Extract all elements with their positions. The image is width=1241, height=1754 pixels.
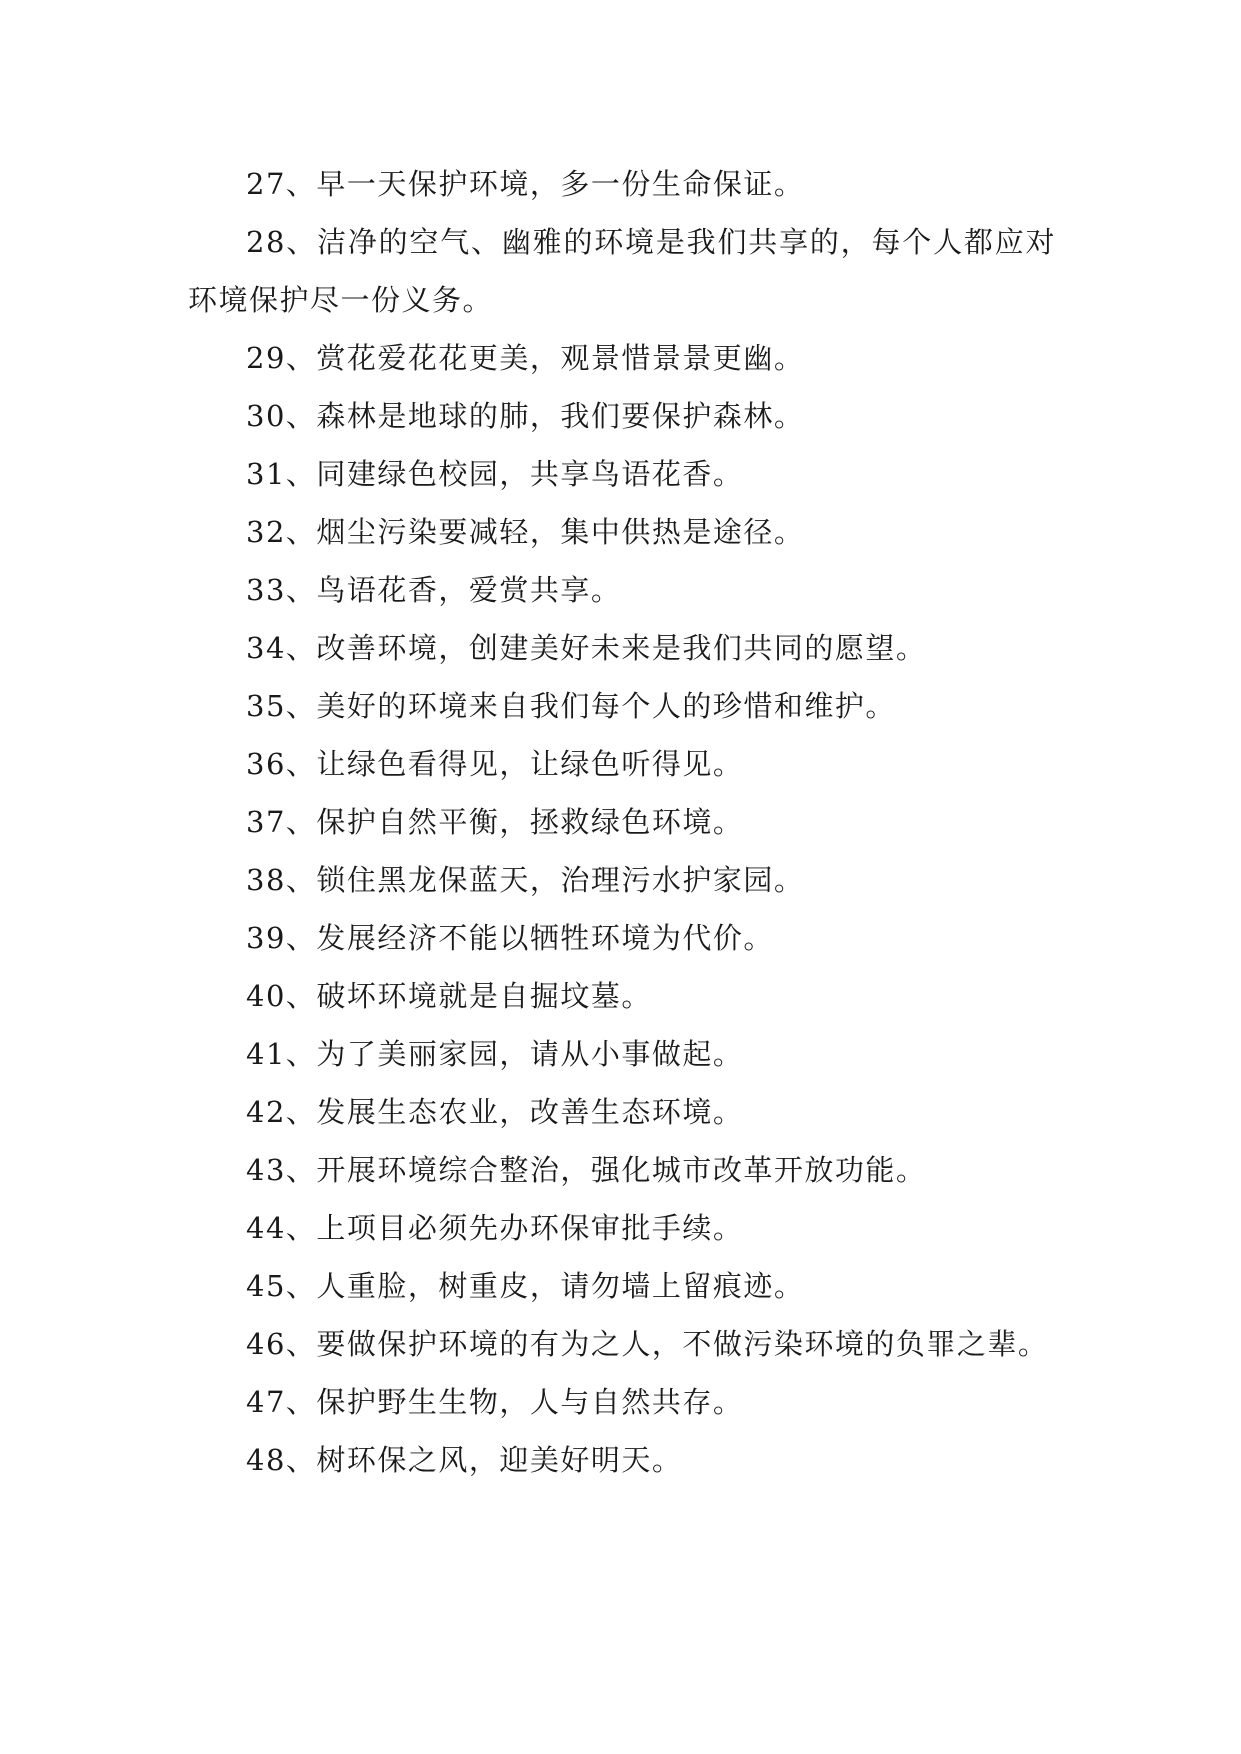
- slogan-item: 34、改善环境，创建美好未来是我们共同的愿望。: [246, 631, 927, 665]
- slogan-list: [188, 155, 1056, 1489]
- slogan-item: 36、让绿色看得见，让绿色听得见。: [246, 747, 744, 781]
- slogan-item: 37、保护自然平衡，拯救绿色环境。: [246, 805, 744, 839]
- slogan-item: 45、人重脸，树重皮，请勿墙上留痕迹。: [246, 1269, 805, 1303]
- slogan-item: 44、上项目必须先办环保审批手续。: [246, 1211, 744, 1245]
- slogan-item: 40、破坏环境就是自掘坟墓。: [246, 979, 652, 1013]
- slogan-item: 32、烟尘污染要减轻，集中供热是途径。: [246, 515, 805, 549]
- slogan-item: 48、树环保之风，迎美好明天。: [246, 1443, 683, 1477]
- slogan-item: 30、森林是地球的肺，我们要保护森林。: [246, 399, 805, 433]
- slogan-item: 35、美好的环境来自我们每个人的珍惜和维护。: [246, 689, 896, 723]
- slogan-item: 47、保护野生生物，人与自然共存。: [246, 1385, 744, 1419]
- slogan-item: 41、为了美丽家园，请从小事做起。: [246, 1037, 744, 1071]
- slogan-item: 39、发展经济不能以牺牲环境为代价。: [246, 921, 774, 955]
- slogan-item: 43、开展环境综合整治，强化城市改革开放功能。: [246, 1153, 927, 1187]
- slogan-item: 46、要做保护环境的有为之人，不做污染环境的负罪之辈。: [246, 1327, 1049, 1361]
- slogan-item: 29、赏花爱花花更美，观景惜景景更幽。: [246, 341, 805, 375]
- slogan-item: 33、鸟语花香，爱赏共享。: [246, 573, 622, 607]
- slogan-item: 31、同建绿色校园，共享鸟语花香。: [246, 457, 744, 491]
- slogan-item: 42、发展生态农业，改善生态环境。: [246, 1095, 744, 1129]
- slogan-item: 27、早一天保护环境，多一份生命保证。: [246, 167, 805, 201]
- slogan-item: 38、锁住黑龙保蓝天，治理污水护家园。: [246, 863, 805, 897]
- slogan-item: 28、洁净的空气、幽雅的环境是我们共享的，每个人都应对环境保护尽一份义务。: [188, 225, 1056, 317]
